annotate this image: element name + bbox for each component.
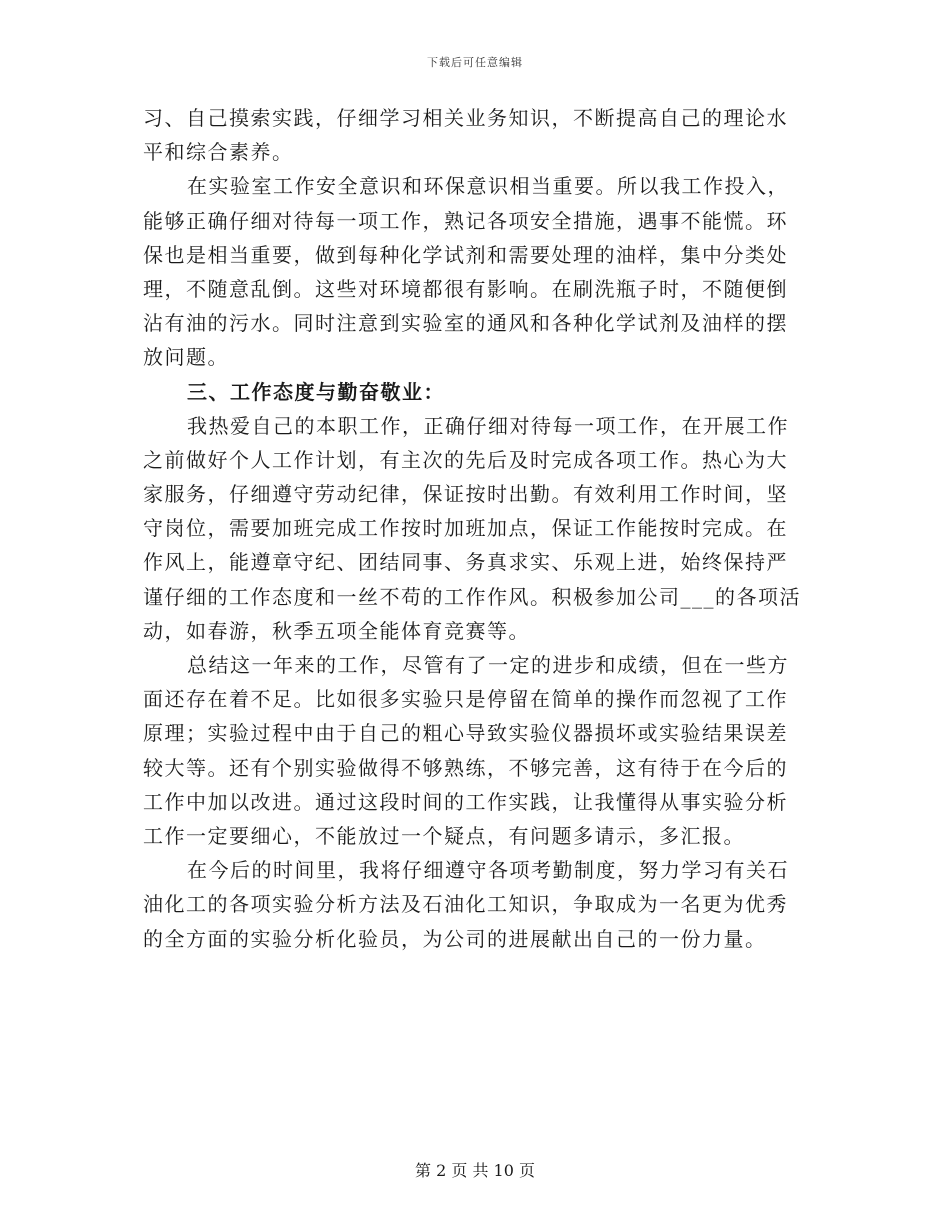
page-number: 第 2 页 共 10 页 [415, 1161, 535, 1180]
text-line: 保也是相当重要，做到每种化学试剂和需要处理的油样，集中分类处 [143, 242, 788, 267]
text-line: 工作一定要细心，不能放过一个疑点，有问题多请示，多汇报。 [143, 823, 745, 848]
text-line: 沾有油的污水。同时注意到实验室的通风和各种化学试剂及油样的摆 [143, 311, 788, 336]
text-line: 原理；实验过程中由于自己的粗心导致实验仪器损坏或实验结果误差 [143, 721, 788, 746]
text-line: 动，如春游，秋季五项全能体育竞赛等。 [143, 618, 530, 643]
section-heading: 三、工作态度与勤奋敬业： [187, 379, 445, 404]
text-line: 守岗位，需要加班完成工作按时加班加点，保证工作能按时完成。在 [143, 516, 788, 541]
text-line: 面还存在着不足。比如很多实验只是停留在简单的操作而忽视了工作 [143, 687, 788, 712]
text-line: 放问题。 [143, 345, 229, 370]
text-line: 之前做好个人工作计划，有主次的先后及时完成各项工作。热心为大 [143, 447, 788, 472]
paragraph-start: 在今后的时间里，我将仔细遵守各项考勤制度，努力学习有关石 [187, 858, 789, 883]
text-line: 习、自己摸索实践，仔细学习相关业务知识，不断提高自己的理论水 [143, 106, 788, 130]
text-line: 作风上，能遵章守纪、团结同事、务真求实、乐观上进，始终保持严 [143, 550, 788, 575]
text-line: 理，不随意乱倒。这些对环境都很有影响。在刷洗瓶子时，不随便倒 [143, 276, 788, 301]
paragraph-start: 我热爱自己的本职工作，正确仔细对待每一项工作，在开展工作 [187, 413, 789, 438]
text-line: 工作中加以改进。通过这段时间的工作实践，让我懂得从事实验分析 [143, 789, 788, 814]
text-line: 能够正确仔细对待每一项工作，熟记各项安全措施，遇事不能慌。环 [143, 208, 788, 233]
text-line: 较大等。还有个别实验做得不够熟练，不够完善，这有待于在今后的 [143, 755, 788, 780]
text-line: 家服务，仔细遵守劳动纪律，保证按时出勤。有效利用工作时间，坚 [143, 482, 788, 507]
text-line: 平和综合素养。 [143, 140, 294, 165]
text-line: 谨仔细的工作态度和一丝不苟的工作作风。积极参加公司___的各项活 [143, 584, 801, 609]
paragraph-start: 在实验室工作安全意识和环保意识相当重要。所以我工作投入， [187, 174, 789, 199]
text-line: 的全方面的实验分析化验员，为公司的进展献出自己的一份力量。 [143, 926, 767, 951]
paragraph-start: 总结这一年来的工作，尽管有了一定的进步和成绩，但在一些方 [187, 653, 789, 677]
text-line: 油化工的各项实验分析方法及石油化工知识，争取成为一名更为优秀 [143, 892, 788, 917]
document-body [143, 101, 807, 956]
page-header-note: 下载后可任意编辑 [427, 56, 523, 69]
